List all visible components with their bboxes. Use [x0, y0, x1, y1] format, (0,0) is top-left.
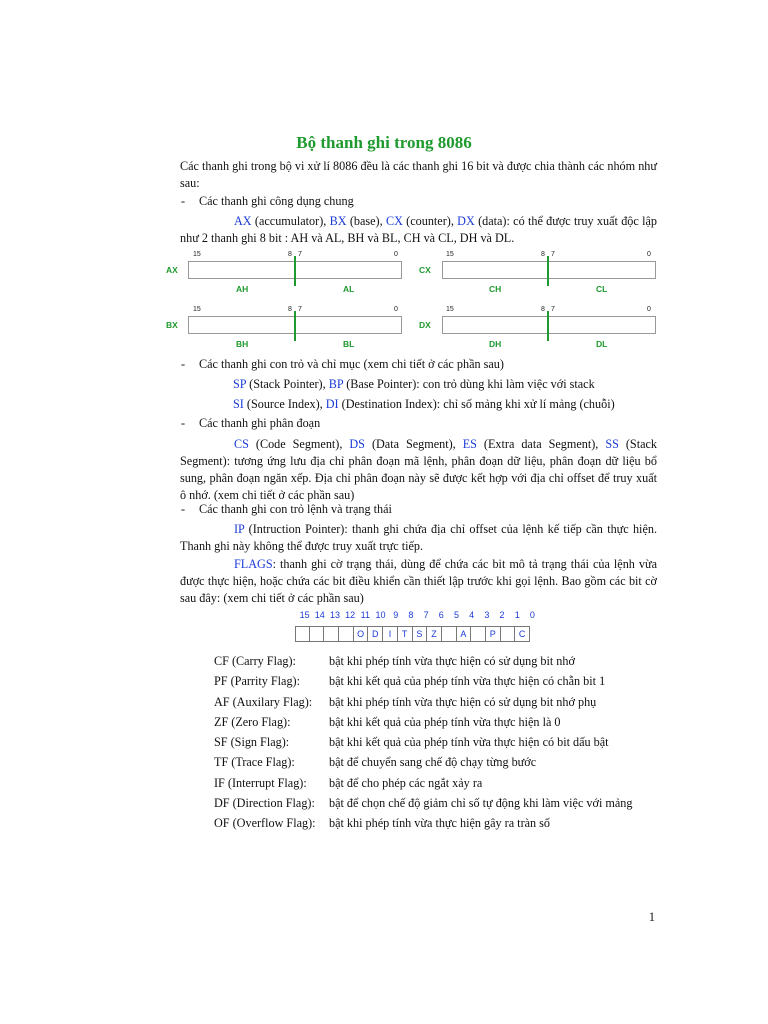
flag-bit-number: 9: [393, 610, 399, 620]
bit-label: 15: [193, 251, 201, 258]
register-name: AX: [166, 265, 178, 275]
flag-row: [214, 735, 632, 755]
bit-label: 8: [541, 306, 545, 313]
flag-bit-number: 6: [438, 610, 444, 620]
flag-description: bật để chọn chế độ giảm chỉ số tự động khi làm việc với mảng: [329, 796, 633, 811]
flag-cell: S: [413, 626, 428, 642]
section-instruction-heading: Các thanh ghi con trỏ lệnh và trạng thái: [199, 502, 392, 516]
flag-name: ZF (Zero Flag):: [214, 714, 291, 729]
intro-paragraph: [180, 158, 657, 192]
flag-cell: [471, 626, 486, 642]
flag-bit-number: 4: [469, 610, 475, 620]
register-divider: [294, 311, 296, 341]
flag-cell: O: [354, 626, 369, 642]
bullet-dash: -: [181, 416, 186, 430]
page-number: 1: [648, 910, 655, 924]
register-divider: [547, 256, 549, 286]
bit-label: 15: [446, 251, 454, 258]
flag-bit-number: 14: [314, 610, 325, 620]
bit-label: 0: [394, 306, 398, 313]
flag-row: [214, 674, 632, 694]
flag-bit-number: 7: [423, 610, 429, 620]
bit-label: 7: [298, 251, 302, 258]
flag-cell: P: [486, 626, 501, 642]
bit-label: 8: [288, 306, 292, 313]
flag-name: SF (Sign Flag):: [214, 735, 290, 750]
flag-row: [214, 816, 632, 836]
flag-bit-number: 10: [375, 610, 386, 620]
section-general-heading: Các thanh ghi công dụng chung: [199, 194, 354, 208]
flag-cell: A: [457, 626, 472, 642]
flag-bit-number: 1: [514, 610, 520, 620]
flag-bit-number: 15: [299, 610, 310, 620]
flag-row: [214, 654, 632, 674]
register-low: CL: [596, 284, 608, 294]
register-divider: [547, 311, 549, 341]
flag-cell: T: [398, 626, 413, 642]
register-high: CH: [489, 284, 502, 294]
flag-cell: [295, 626, 310, 642]
flag-description: bật để cho phép các ngắt xảy ra: [329, 775, 483, 790]
bullet-dash: -: [181, 357, 186, 371]
flag-description: bật khi phép tính vừa thực hiện có sử dụng bit nhớ phụ: [329, 694, 597, 709]
ip-paragraph: IP (Intruction Pointer): thanh ghi chứa địa chỉ offset của lệnh kế tiếp cần thực hiện. Thanh ghi này không thể được truy xuất trực tiếp.: [180, 522, 657, 553]
flag-bit-number: 8: [408, 610, 414, 620]
register-divider: [294, 256, 296, 286]
flags-table: [214, 654, 632, 837]
register-box: [442, 261, 656, 279]
bit-label: 0: [394, 251, 398, 258]
pointer-line-1: SP (Stack Pointer), BP (Base Pointer): con trỏ dùng khi làm việc với stack: [233, 377, 595, 391]
register-high: AH: [236, 284, 249, 294]
bit-label: 0: [647, 306, 651, 313]
register-low: AL: [343, 284, 355, 294]
flag-name: AF (Auxilary Flag):: [214, 694, 313, 709]
page-title: Bộ thanh ghi trong 8086: [296, 133, 472, 152]
bit-label: 15: [193, 306, 201, 313]
flag-bit-number: 0: [529, 610, 535, 620]
flag-name: TF (Trace Flag):: [214, 755, 295, 770]
flag-description: bật khi phép tính vừa thực hiện có sử dụng bit nhớ: [329, 654, 575, 668]
bit-label: 8: [288, 251, 292, 258]
section-pointer-heading: Các thanh ghi con trỏ và chỉ mục (xem chi tiết ở các phần sau): [199, 357, 504, 371]
reg-bx-text: BX: [329, 214, 347, 228]
flag-cell: I: [383, 626, 398, 642]
flag-description: bật khi phép tính vừa thực hiện gây ra tràn số: [329, 816, 551, 831]
register-name: BX: [166, 320, 178, 330]
flag-bit-number: 12: [345, 610, 356, 620]
flag-bit-number: 13: [329, 610, 340, 620]
flag-cell: Z: [427, 626, 442, 642]
flag-description: bật để chuyển sang chế độ chạy từng bước: [329, 755, 537, 770]
bit-label: 7: [551, 306, 555, 313]
general-paragraph: AX (accumulator), BX (base), CX (counter), DX (data): có thể được truy xuất độc lập như 2 thanh ghi 8 bit : AH và AL, BH và BL, CH và CL, DH và DL.: [180, 214, 657, 245]
segment-paragraph: CS (Code Segment), DS (Data Segment), ES (Extra data Segment), SS (Stack Segment): tương ứng lưu địa chỉ phân đoạn mã lệnh, phân đoạn dữ liệu, phân đoạn dữ liệu bổ sung, phân đoạn ngăn xếp. Địa chỉ phân đoạn này sẽ được kết hợp với địa chỉ offset để truy xuất ô nhớ. (xem chi tiết ở các phần sau): [180, 437, 657, 502]
flag-bit-numbers: [297, 610, 540, 620]
flag-row: [214, 695, 632, 715]
flag-description: bật khi kết quả của phép tính vừa thực hiện là 0: [329, 714, 561, 729]
flag-cell: [442, 626, 457, 642]
reg-ax-text: AX: [234, 214, 252, 228]
flags-paragraph: FLAGS: thanh ghi cờ trạng thái, dùng để chứa các bit mô tả trạng thái của lệnh vừa được thực hiện, hoặc chứa các bit điều khiển cần thiết lập trước khi gọi lệnh. Bao gồm các bit cờ sau đây: (xem chi tiết ở các phần sau): [180, 557, 657, 605]
register-high: BH: [236, 339, 249, 349]
flag-cell: [310, 626, 325, 642]
flag-row: [214, 755, 632, 775]
flag-cell: [339, 626, 354, 642]
bullet-dash: -: [181, 502, 186, 516]
flag-bit-number: 2: [499, 610, 505, 620]
flag-cell: C: [515, 626, 530, 642]
register-high: DH: [489, 339, 502, 349]
register-low: DL: [596, 339, 608, 349]
flag-name: IF (Interrupt Flag):: [214, 775, 307, 790]
flag-cell: [501, 626, 516, 642]
bit-label: 7: [298, 306, 302, 313]
flag-cell: [324, 626, 339, 642]
flag-name: OF (Overflow Flag):: [214, 816, 316, 831]
flag-register-cells: [295, 626, 530, 642]
flag-row: [214, 776, 632, 796]
register-name: DX: [419, 320, 431, 330]
flag-name: PF (Parrity Flag):: [214, 674, 300, 689]
section-segment-heading: Các thanh ghi phân đoạn: [199, 416, 321, 430]
intro-text: Các thanh ghi trong bộ vi xử lí 8086 đều là các thanh ghi 16 bit và được chia thành các nhóm như sau:: [180, 159, 657, 190]
bullet-dash: -: [181, 194, 186, 208]
reg-cx-text: CX: [385, 214, 403, 228]
register-name: CX: [419, 265, 431, 275]
pointer-line-2: SI (Source Index), DI (Destination Index): chỉ số mảng khi xử lí mảng (chuỗi): [233, 397, 615, 411]
flag-row: [214, 796, 632, 816]
register-box: [442, 316, 656, 334]
bit-label: 7: [551, 251, 555, 258]
flag-bit-number: 11: [360, 610, 371, 620]
flag-cell: D: [368, 626, 383, 642]
flag-description: bật khi kết quả của phép tính vừa thực hiện có bit dấu bật: [329, 735, 609, 750]
bit-label: 15: [446, 306, 454, 313]
bit-label: 0: [647, 251, 651, 258]
register-low: BL: [343, 339, 355, 349]
flag-bit-number: 3: [484, 610, 490, 620]
flag-bit-number: 5: [453, 610, 459, 620]
flag-name: CF (Carry Flag):: [214, 654, 296, 668]
flag-name: DF (Direction Flag):: [214, 796, 315, 811]
flag-description: bật khi kết quả của phép tính vừa thực hiện có chẵn bit 1: [329, 674, 606, 689]
bit-label: 8: [541, 251, 545, 258]
flag-row: [214, 715, 632, 735]
reg-dx-text: DX: [457, 214, 475, 228]
